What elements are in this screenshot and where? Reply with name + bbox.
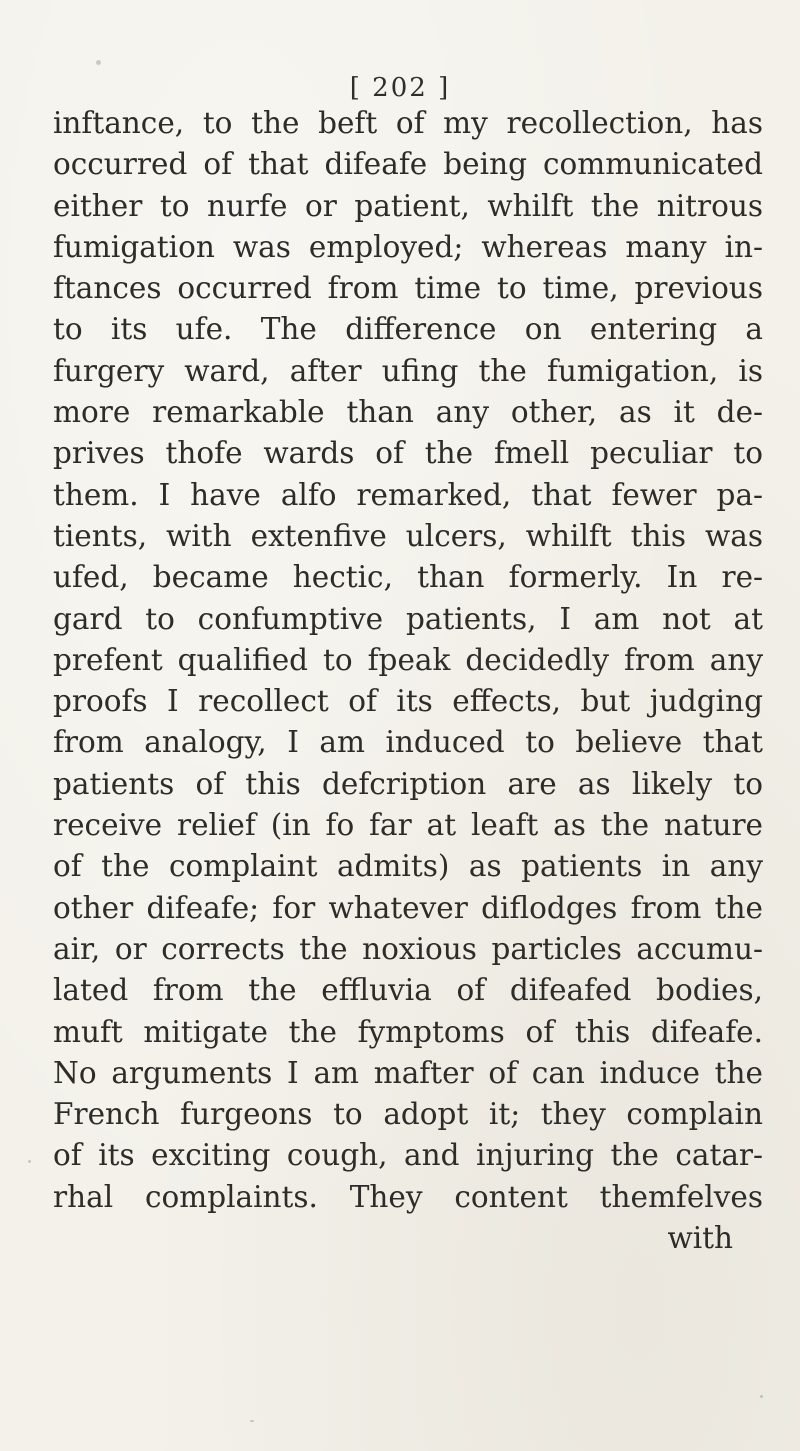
text-line: prefent qualified to fpeak decidedly from any <box>53 642 763 677</box>
text-line: air, or corrects the noxious particles accumu- <box>53 931 763 966</box>
text-line: patients of this defcription are as likely to <box>53 766 763 801</box>
text-line: either to nurfe or patient, whilft the nitrous <box>53 188 763 223</box>
text-line: prives thofe wards of the fmell peculiar to <box>53 436 763 471</box>
text-line: lated from the effluvia of difeafed bodies, <box>53 973 763 1008</box>
page-number: [ 202 ] <box>349 73 451 103</box>
paper-speck <box>28 1160 31 1163</box>
text-line: ufed, became hectic, than formerly. In re- <box>53 560 763 595</box>
text-line: of the complaint admits) as patients in any <box>53 849 763 884</box>
text-line: furgery ward, after ufing the fumigation, is <box>53 353 763 388</box>
text-line: inftance, to the beft of my recollection, has <box>53 106 763 140</box>
paper-speck <box>96 60 101 65</box>
text-line: gard to confumptive patients, I am not at <box>53 601 763 636</box>
text-line: them. I have alfo remarked, that fewer pa- <box>53 477 763 512</box>
text-line: more remarkable than any other, as it de- <box>53 395 763 430</box>
paper-speck <box>760 1395 763 1398</box>
text-line: fumigation was employed; whereas many in- <box>53 229 763 264</box>
paper-speck <box>250 1420 254 1422</box>
text-line: from analogy, I am induced to believe that <box>53 725 763 760</box>
text-line: muft mitigate the fymptoms of this difeafe. <box>53 1014 763 1049</box>
text-line: rhal complaints. They content themfelves <box>53 1179 763 1214</box>
text-line: of its exciting cough, and injuring the catar- <box>53 1138 763 1173</box>
text-line: other difeafe; for whatever diflodges from the <box>53 890 763 925</box>
text-line: proofs I recollect of its effects, but judging <box>53 684 763 719</box>
text-line: ftances occurred from time to time, previous <box>53 271 763 306</box>
text-line: to its ufe. The difference on entering a <box>53 312 763 347</box>
text-line: occurred of that difeafe being communicated <box>53 147 763 182</box>
catchword: with <box>667 1221 733 1256</box>
text-line: receive relief (in fo far at leaft as the nature <box>53 808 763 843</box>
body-text <box>53 103 763 1259</box>
text-line: No arguments I am mafter of can induce the <box>53 1055 763 1090</box>
text-line: French furgeons to adopt it; they complain <box>53 1097 763 1132</box>
text-line: tients, with extenfive ulcers, whilft this was <box>53 518 763 553</box>
